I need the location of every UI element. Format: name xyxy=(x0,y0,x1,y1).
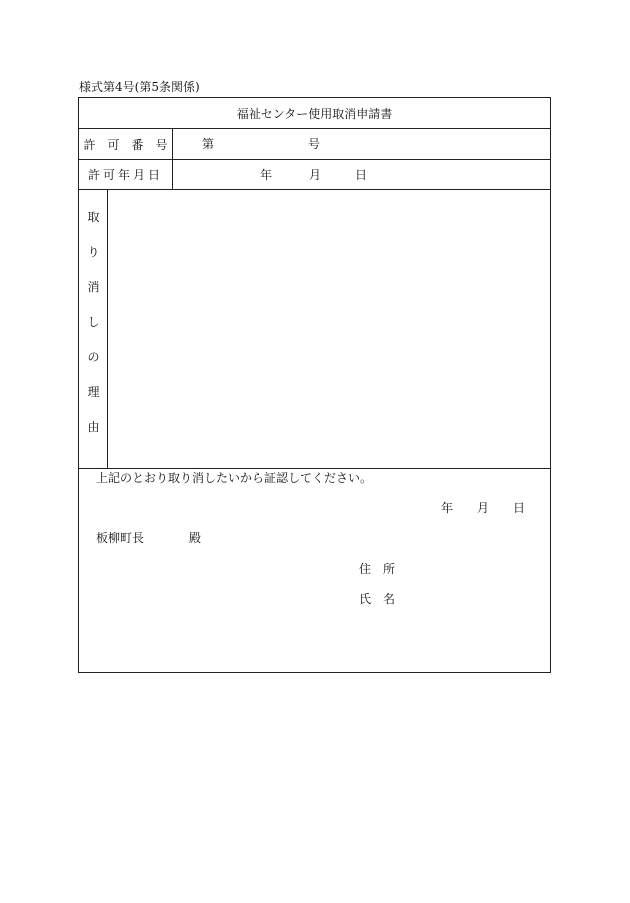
addressee: 板柳町長 xyxy=(96,531,145,545)
reason-label-char: 理 xyxy=(87,385,100,399)
permit-number-prefix: 第 xyxy=(202,137,215,151)
reason-row xyxy=(79,190,550,469)
reason-label-char: し xyxy=(87,315,100,329)
reason-label xyxy=(79,190,108,468)
form-title: 福祉センター使用取消申請書 xyxy=(236,106,393,121)
permit-number-label: 許 可 番 号 xyxy=(79,129,173,159)
permit-date-field[interactable] xyxy=(173,160,550,189)
reason-label-char: 取 xyxy=(87,210,100,224)
addressee-honorific: 殿 xyxy=(189,531,202,545)
reason-input-area[interactable] xyxy=(108,190,550,468)
statement-text: 上記のとおり取り消したいから証認してください。 xyxy=(96,471,373,485)
reason-label-char: 由 xyxy=(87,420,100,434)
permit-number-suffix: 号 xyxy=(308,137,321,151)
permit-date-row xyxy=(79,160,550,190)
statement-date-year: 年 xyxy=(441,501,454,515)
statement-section xyxy=(79,469,550,672)
permit-date-month: 月 xyxy=(309,168,322,182)
permit-number-field[interactable] xyxy=(173,129,550,159)
address-label: 住 所 xyxy=(359,562,396,576)
statement-date-month: 月 xyxy=(477,501,490,515)
permit-number-row xyxy=(79,129,550,160)
permit-date-day: 日 xyxy=(355,168,368,182)
reason-label-char: 消 xyxy=(87,280,100,294)
statement-date-day: 日 xyxy=(513,501,526,515)
reason-label-char: り xyxy=(87,245,100,259)
application-form xyxy=(78,97,551,673)
name-label: 氏 名 xyxy=(359,592,396,606)
form-number-caption: 様式第4号(第5条関係) xyxy=(79,80,200,94)
reason-label-char: の xyxy=(87,350,100,364)
permit-date-label: 許可年月日 xyxy=(79,160,173,189)
form-title-row xyxy=(79,98,550,129)
permit-date-year: 年 xyxy=(260,168,273,182)
